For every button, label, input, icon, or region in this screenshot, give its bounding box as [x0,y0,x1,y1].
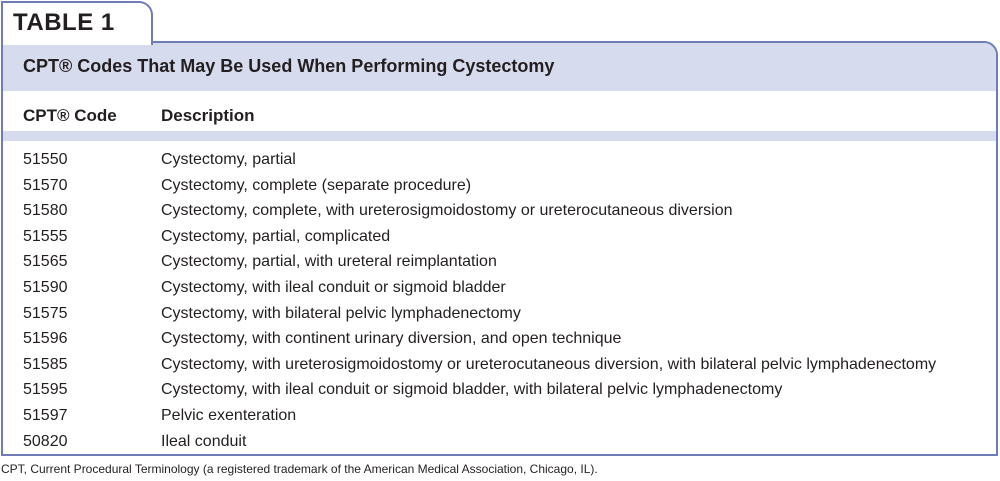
header-divider [3,131,996,141]
code-cell: 51550 [23,151,68,168]
description-cell: Cystectomy, partial [161,151,296,168]
table-row [3,326,996,352]
code-cell: 51575 [23,304,68,322]
code-cell: 51597 [23,406,68,424]
code-cell: 51596 [23,330,68,348]
table-row [3,173,996,199]
description-cell: Cystectomy, complete (separate procedure) [161,176,472,194]
code-cell: 51595 [23,381,68,399]
table-title: CPT® Codes That May Be Used When Performing Cystectomy [23,56,555,76]
description-cell: Cystectomy, with continent urinary diversion, and open technique [161,330,622,348]
table-header-row [3,91,996,131]
code-cell: 51580 [23,202,68,220]
table-label-tab [1,1,153,45]
description-cell: Cystectomy, with ureterosigmoidostomy or ureterocutaneous diversion, with bilateral pelvic lymphadenectomy [161,355,937,373]
column-header-code: CPT® Code [23,106,117,125]
table-row [3,403,996,429]
table-row [3,224,996,250]
table-footnote: CPT, Current Procedural Terminology (a registered trademark of the American Medical Association, Chicago, IL). [1,462,598,476]
code-cell: 51555 [23,227,68,245]
table-row [3,377,996,403]
description-cell: Cystectomy, with ileal conduit or sigmoid bladder [161,278,506,296]
table-row [3,352,996,378]
description-cell: Cystectomy, complete, with ureterosigmoidostomy or ureterocutaneous diversion [161,202,733,220]
description-cell: Pelvic exenteration [161,406,297,424]
table-label: TABLE 1 [13,9,115,36]
table-title-bar [3,43,996,91]
table-row [3,301,996,327]
code-cell: 51570 [23,176,68,194]
table-row [3,249,996,275]
column-header-description: Description [161,106,255,125]
table-row [3,198,996,224]
code-cell: 50820 [23,432,68,450]
table-row [3,275,996,301]
code-cell: 51585 [23,355,68,373]
description-cell: Ileal conduit [161,432,247,450]
code-cell: 51590 [23,278,68,296]
table-row [3,429,996,455]
table-frame [1,41,998,456]
description-cell: Cystectomy, with bilateral pelvic lymphadenectomy [161,304,521,322]
description-cell: Cystectomy, with ileal conduit or sigmoid bladder, with bilateral pelvic lymphadenectomy [161,381,783,399]
table-body [3,147,996,454]
description-cell: Cystectomy, partial, with ureteral reimplantation [161,253,497,271]
code-cell: 51565 [23,253,68,271]
table-row [3,147,996,173]
description-cell: Cystectomy, partial, complicated [161,227,391,245]
